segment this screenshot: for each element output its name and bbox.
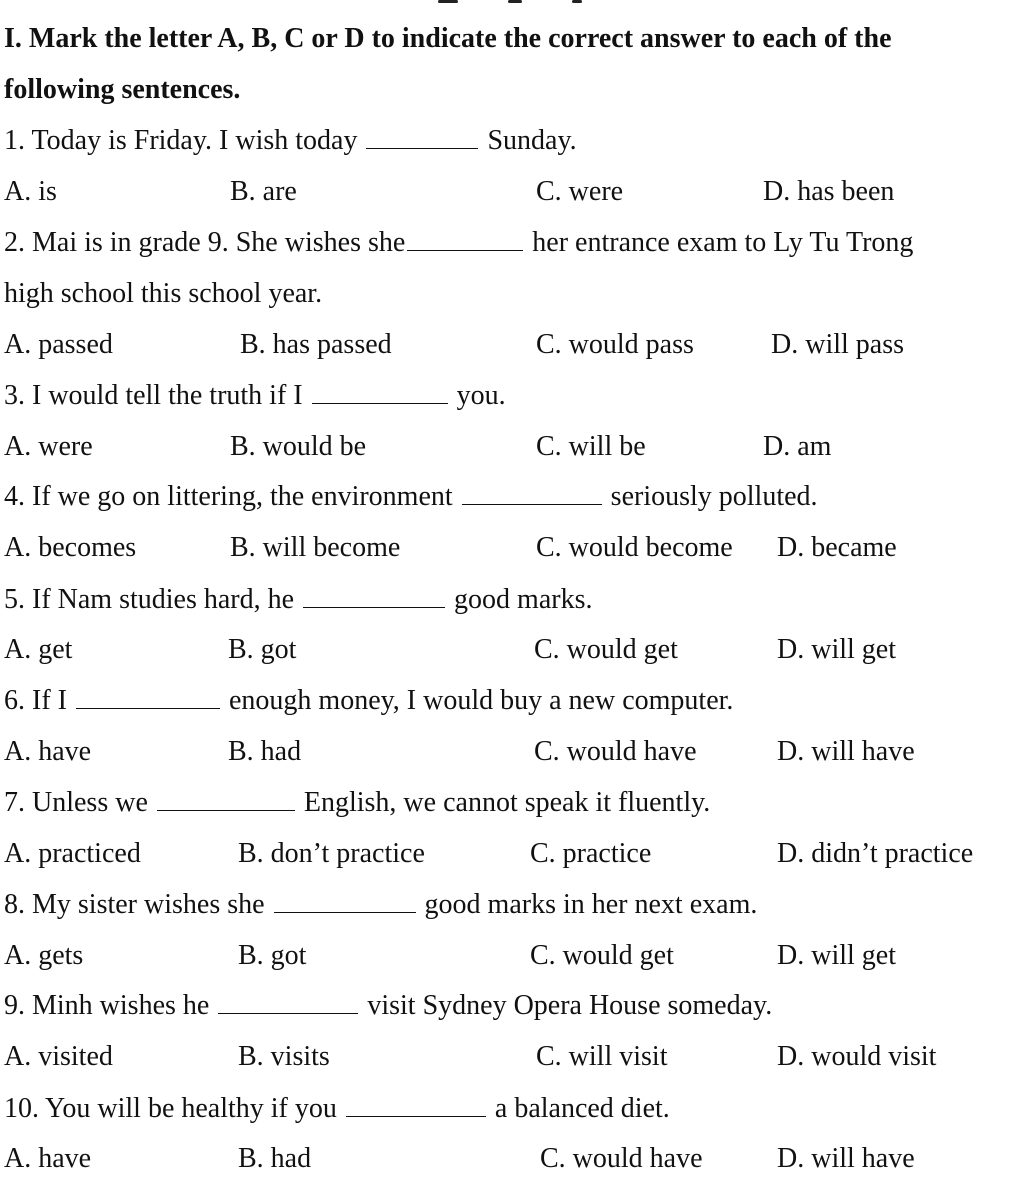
question-1-blank bbox=[366, 126, 478, 149]
question-9-blank bbox=[218, 991, 358, 1014]
question-6-option-a[interactable]: A. have bbox=[4, 736, 92, 767]
question-1-option-c[interactable]: C. were bbox=[536, 176, 624, 207]
question-2-option-a[interactable]: A. passed bbox=[4, 329, 113, 360]
question-7-option-a[interactable]: A. practiced bbox=[4, 838, 141, 869]
question-6-option-d[interactable]: D. will have bbox=[777, 736, 915, 767]
question-10-option-c[interactable]: C. would have bbox=[540, 1143, 703, 1174]
section-heading-line-1: I. Mark the letter A, B, C or D to indicate the correct answer to each of the bbox=[4, 23, 892, 54]
question-7-blank bbox=[157, 788, 295, 811]
question-8-blank bbox=[274, 890, 416, 913]
question-5-option-a[interactable]: A. get bbox=[4, 634, 73, 665]
question-5-option-d[interactable]: D. will get bbox=[777, 634, 896, 665]
question-1 bbox=[4, 124, 577, 158]
question-9-option-c[interactable]: C. will visit bbox=[536, 1041, 668, 1072]
question-5-stem: 5. If Nam studies hard, he bbox=[4, 584, 295, 615]
question-9-option-a[interactable]: A. visited bbox=[4, 1041, 113, 1072]
cropped-text-mark bbox=[438, 0, 458, 3]
question-1-stem: 1. Today is Friday. I wish today bbox=[4, 125, 358, 156]
question-4-option-d[interactable]: D. became bbox=[777, 532, 897, 563]
question-5 bbox=[4, 583, 592, 617]
question-10-option-b[interactable]: B. had bbox=[238, 1143, 312, 1174]
section-heading-line-2: following sentences. bbox=[4, 74, 241, 105]
question-3-option-a[interactable]: A. were bbox=[4, 431, 93, 462]
question-8-tail: good marks in her next exam. bbox=[424, 889, 758, 920]
question-10 bbox=[4, 1092, 670, 1126]
question-6 bbox=[4, 684, 733, 718]
question-4-blank bbox=[462, 482, 602, 505]
question-1-option-a[interactable]: A. is bbox=[4, 176, 57, 207]
question-2-option-b[interactable]: B. has passed bbox=[240, 329, 392, 360]
question-4-option-b[interactable]: B. will become bbox=[230, 532, 401, 563]
question-9-option-d[interactable]: D. would visit bbox=[777, 1041, 937, 1072]
question-4-stem: 4. If we go on littering, the environment bbox=[4, 481, 453, 512]
question-4 bbox=[4, 480, 818, 514]
question-3 bbox=[4, 379, 506, 413]
question-5-blank bbox=[303, 585, 445, 608]
question-10-option-d[interactable]: D. will have bbox=[777, 1143, 915, 1174]
question-1-option-d[interactable]: D. has been bbox=[763, 176, 895, 207]
question-3-option-d[interactable]: D. am bbox=[763, 431, 832, 462]
question-7 bbox=[4, 786, 710, 820]
question-7-stem: 7. Unless we bbox=[4, 787, 148, 818]
question-4-option-c[interactable]: C. would become bbox=[536, 532, 733, 563]
question-1-option-b[interactable]: B. are bbox=[230, 176, 297, 207]
question-10-option-a[interactable]: A. have bbox=[4, 1143, 92, 1174]
question-10-tail: a balanced diet. bbox=[494, 1093, 670, 1124]
question-6-option-b[interactable]: B. had bbox=[228, 736, 302, 767]
question-2-stem: 2. Mai is in grade 9. She wishes she bbox=[4, 227, 406, 258]
question-2-continuation: high school this school year. bbox=[4, 278, 323, 309]
question-8-option-b[interactable]: B. got bbox=[238, 940, 307, 971]
cropped-text-mark bbox=[572, 0, 582, 3]
question-7-option-d[interactable]: D. didn’t practice bbox=[777, 838, 974, 869]
question-1-tail: Sunday. bbox=[487, 125, 577, 156]
question-8-option-c[interactable]: C. would get bbox=[530, 940, 674, 971]
question-3-blank bbox=[312, 381, 448, 404]
question-3-stem: 3. I would tell the truth if I bbox=[4, 380, 303, 411]
question-4-tail: seriously polluted. bbox=[610, 481, 818, 512]
question-6-option-c[interactable]: C. would have bbox=[534, 736, 697, 767]
question-6-tail: enough money, I would buy a new computer. bbox=[228, 685, 734, 716]
question-3-option-b[interactable]: B. would be bbox=[230, 431, 367, 462]
question-2-tail: her entrance exam to Ly Tu Trong bbox=[532, 227, 914, 258]
question-9 bbox=[4, 989, 772, 1023]
question-2-option-d[interactable]: D. will pass bbox=[771, 329, 904, 360]
question-7-option-c[interactable]: C. practice bbox=[530, 838, 652, 869]
question-2 bbox=[4, 226, 913, 260]
question-5-tail: good marks. bbox=[454, 584, 593, 615]
question-6-blank bbox=[76, 686, 220, 709]
question-10-blank bbox=[346, 1094, 486, 1117]
question-8-stem: 8. My sister wishes she bbox=[4, 889, 265, 920]
question-6-stem: 6. If I bbox=[4, 685, 67, 716]
question-5-option-c[interactable]: C. would get bbox=[534, 634, 678, 665]
question-10-stem: 10. You will be healthy if you bbox=[4, 1093, 337, 1124]
question-5-option-b[interactable]: B. got bbox=[228, 634, 297, 665]
question-4-option-a[interactable]: A. becomes bbox=[4, 532, 137, 563]
question-7-option-b[interactable]: B. don’t practice bbox=[238, 838, 425, 869]
question-9-stem: 9. Minh wishes he bbox=[4, 990, 210, 1021]
cropped-text-mark bbox=[508, 0, 522, 3]
question-9-option-b[interactable]: B. visits bbox=[238, 1041, 330, 1072]
question-2-option-c[interactable]: C. would pass bbox=[536, 329, 694, 360]
question-8-option-a[interactable]: A. gets bbox=[4, 940, 84, 971]
question-8-option-d[interactable]: D. will get bbox=[777, 940, 896, 971]
question-8 bbox=[4, 888, 757, 922]
question-9-tail: visit Sydney Opera House someday. bbox=[367, 990, 773, 1021]
question-3-tail: you. bbox=[456, 380, 506, 411]
question-2-blank bbox=[407, 228, 523, 251]
question-3-option-c[interactable]: C. will be bbox=[536, 431, 646, 462]
question-7-tail: English, we cannot speak it fluently. bbox=[303, 787, 711, 818]
